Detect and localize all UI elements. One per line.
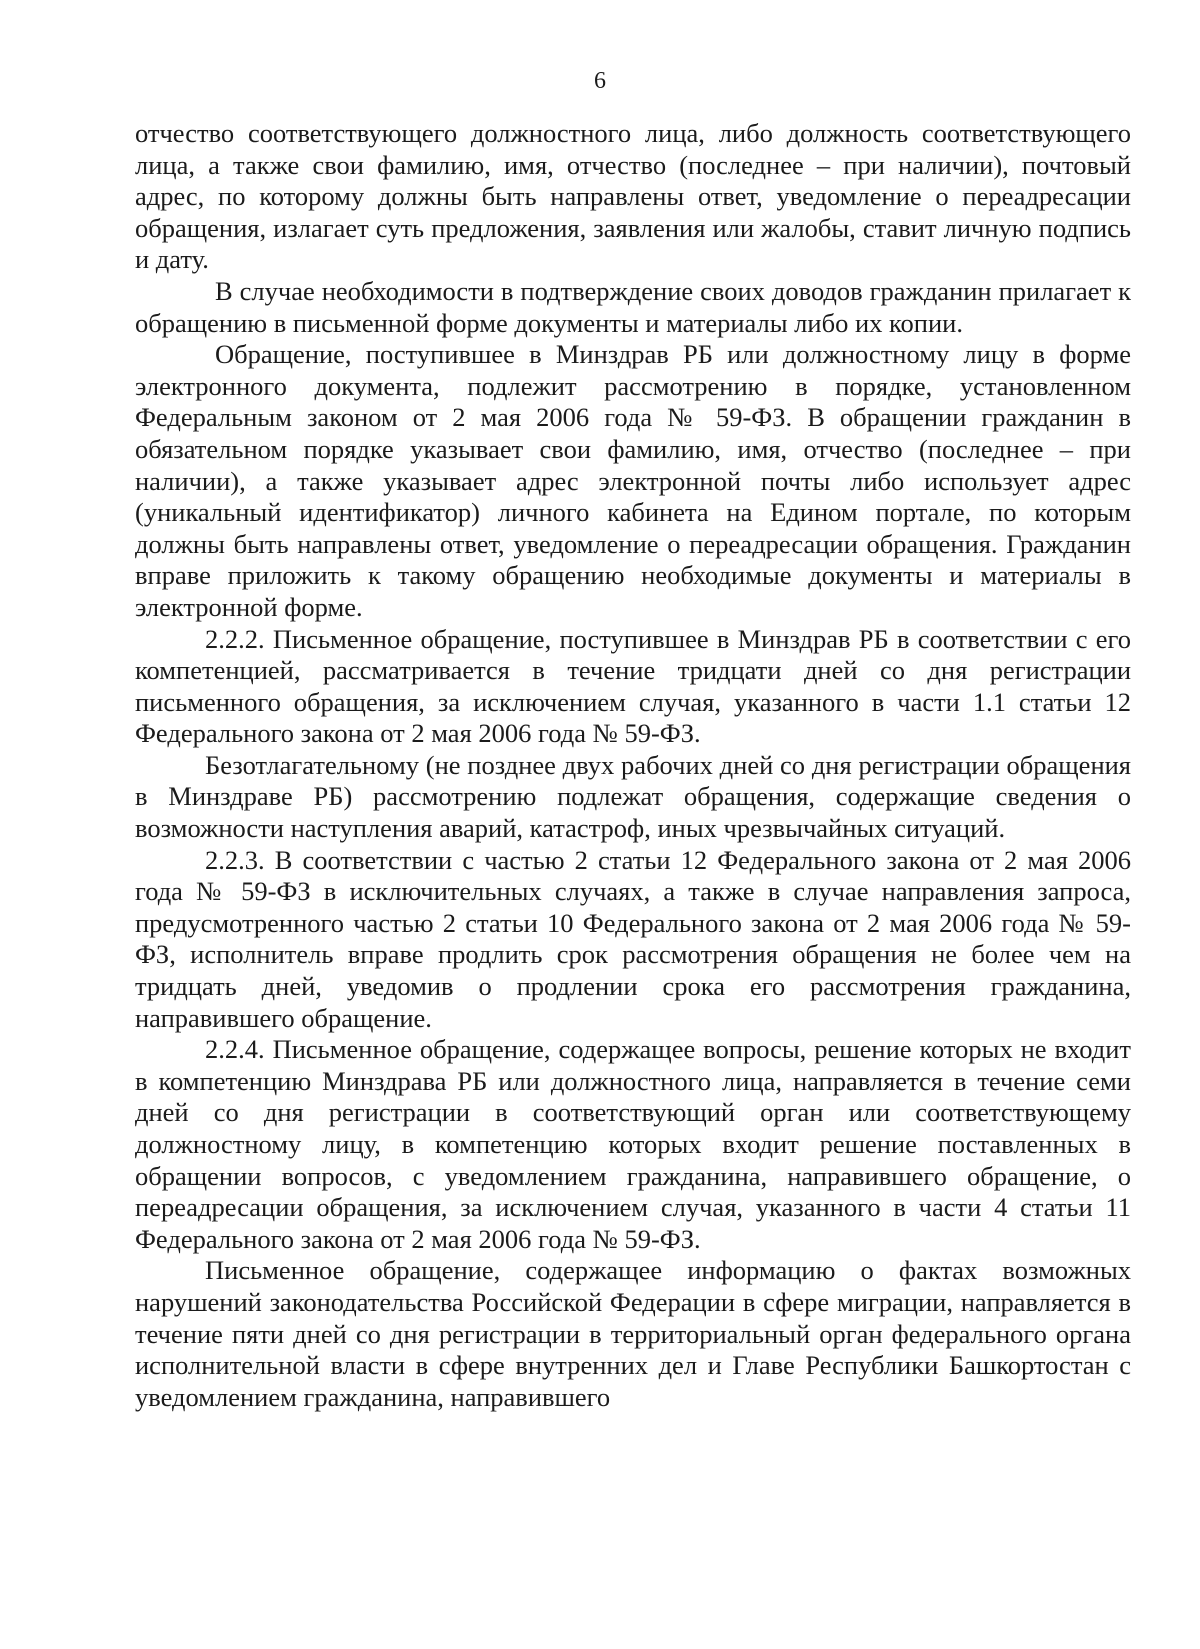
paragraph-urgent-review: Безотлагательному (не позднее двух рабочих дней со дня регистрации обращения в Минздраве РБ) рассмотрению подлежат обращения, содержащие сведения о возможности наступления аварий, катастроф, иных чрезвычайных ситуаций. xyxy=(135,749,1131,844)
paragraph-2-2-3: 2.2.3. В соответствии с частью 2 статьи 12 Федерального закона от 2 мая 2006 года № 59-ФЗ в исключительных случаях, а также в случае направления запроса, предусмотренного частью 2 статьи 10 Федерального закона от 2 мая 2006 года № 59-ФЗ, исполнитель вправе продлить срок рассмотрения обращения не более чем на тридцать дней, уведомив о продлении срока его рассмотрения гражданина, направившего обращение. xyxy=(135,844,1131,1033)
page-number: 6 xyxy=(594,68,606,94)
paragraph-supporting-documents: В случае необходимости в подтверждение своих доводов гражданин прилагает к обращению в письменной форме документы и материалы либо их копии. xyxy=(135,275,1131,338)
paragraph-electronic-appeal: Обращение, поступившее в Минздрав РБ или должностному лицу в форме электронного документа, подлежит рассмотрению в порядке, установленном Федеральным законом от 2 мая 2006 года № 59-ФЗ. В обращении гражданин в обязательном порядке указывает свои фамилию, имя, отчество (последнее – при наличии), а также указывает адрес электронной почты либо использует адрес (уникальный идентификатор) личного кабинета на Едином портале, по которым должны быть направлены ответ, уведомление о переадресации обращения. Гражданин вправе приложить к такому обращению необходимые документы и материалы в электронной форме. xyxy=(135,339,1131,622)
paragraph-continuation: отчество соответствующего должностного лица, либо должность соответствующего лица, а также свои фамилию, имя, отчество (последнее – при наличии), почтовый адрес, по которому должны быть направлены ответ, уведомление о переадресации обращения, излагает суть предложения, заявления или жалобы, ставит личную подпись и дату. xyxy=(135,118,1131,275)
document-body xyxy=(135,118,1131,1413)
paragraph-migration: Письменное обращение, содержащее информацию о фактах возможных нарушений законодательства Российской Федерации в сфере миграции, направляется в течение пяти дней со дня регистрации в территориальный орган федерального органа исполнительной власти в сфере внутренних дел и Главе Республики Башкортостан с уведомлением гражданина, направившего xyxy=(135,1255,1131,1412)
paragraph-2-2-4: 2.2.4. Письменное обращение, содержащее вопросы, решение которых не входит в компетенцию Минздрава РБ или должностного лица, направляется в течение семи дней со дня регистрации в соответствующий орган или соответствующему должностному лицу, в компетенцию которых входит решение поставленных в обращении вопросов, с уведомлением гражданина, направившего обращение, о переадресации обращения, за исключением случая, указанного в части 4 статьи 11 Федерального закона от 2 мая 2006 года № 59-ФЗ. xyxy=(135,1034,1131,1254)
paragraph-2-2-2: 2.2.2. Письменное обращение, поступившее в Минздрав РБ в соответствии с его компетенцией, рассматривается в течение тридцати дней со дня регистрации письменного обращения, за исключением случая, указанного в части 1.1 статьи 12 Федерального закона от 2 мая 2006 года № 59-ФЗ. xyxy=(135,623,1131,749)
